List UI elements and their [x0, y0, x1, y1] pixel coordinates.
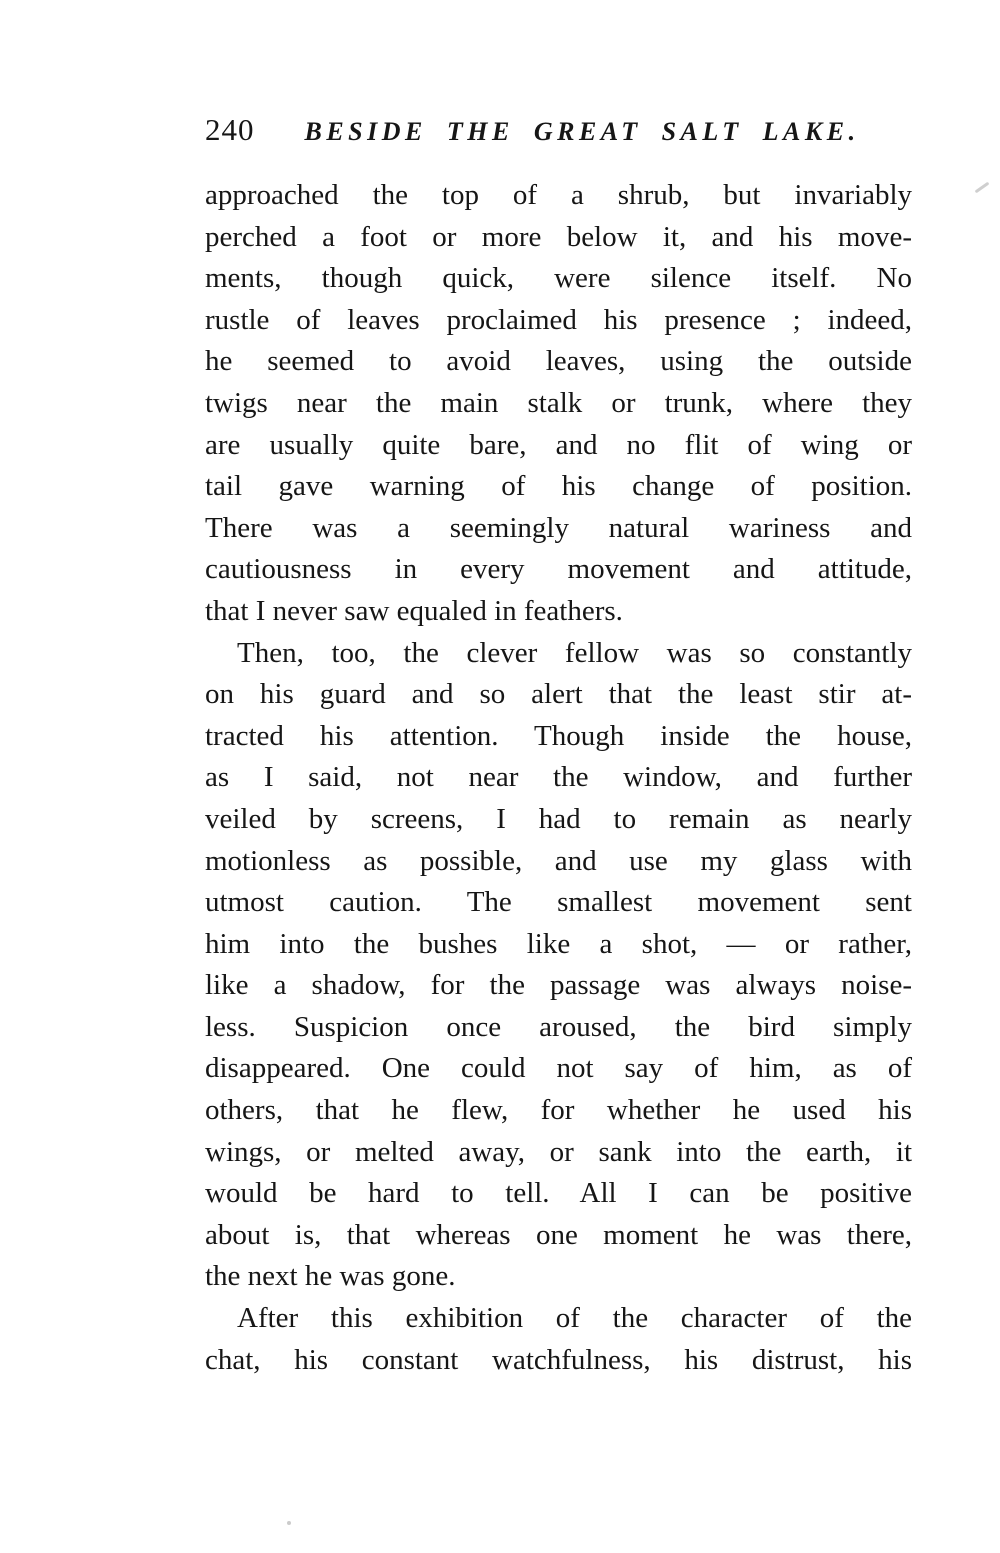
- text-line: perched a foot or more below it, and his move-: [205, 220, 912, 253]
- text-line: approached the top of a shrub, but invariably: [205, 179, 912, 211]
- text-line: as I said, not near the window, and further: [205, 761, 912, 794]
- text-line: utmost caution. The smallest movement sent: [205, 886, 912, 919]
- text-line: about is, that whereas one moment he was there,: [205, 1218, 912, 1251]
- text-line: tracted his attention. Though inside the house,: [205, 719, 912, 752]
- text-line: motionless as possible, and use my glass with: [205, 844, 912, 877]
- text-line: wings, or melted away, or sank into the earth, it: [205, 1135, 912, 1168]
- text-line: the next he was gone.: [205, 1260, 456, 1293]
- text-line: After this exhibition of the character of the: [237, 1302, 912, 1335]
- paragraph-3: [205, 1298, 912, 1381]
- text-line: he seemed to avoid leaves, using the outside: [205, 345, 912, 378]
- scan-artifact: [287, 1521, 291, 1525]
- text-line: chat, his constant watchfulness, his distrust, his: [205, 1343, 912, 1376]
- paragraph-2: [205, 633, 912, 1299]
- text-line: ments, though quick, were silence itself. No: [205, 262, 912, 295]
- scan-artifact: [975, 182, 990, 194]
- page-header: [205, 112, 912, 148]
- text-line: are usually quite bare, and no flit of wing or: [205, 428, 912, 461]
- running-title: BESIDE THE GREAT SALT LAKE.: [304, 117, 860, 146]
- page-number: 240: [205, 112, 255, 147]
- page-body: [205, 175, 912, 1381]
- text-line: veiled by screens, I had to remain as nearly: [205, 802, 912, 835]
- text-line: twigs near the main stalk or trunk, where they: [205, 386, 912, 419]
- text-line: There was a seemingly natural wariness and: [205, 511, 912, 544]
- text-line: Then, too, the clever fellow was so constantly: [237, 636, 912, 669]
- text-line: him into the bushes like a shot, — or rather,: [205, 927, 912, 960]
- text-line: that I never saw equaled in feathers.: [205, 594, 623, 627]
- text-line: rustle of leaves proclaimed his presence ; indeed,: [205, 303, 912, 336]
- text-line: cautiousness in every movement and attitude,: [205, 553, 912, 586]
- text-line: others, that he flew, for whether he used his: [205, 1094, 912, 1127]
- text-line: less. Suspicion once aroused, the bird simply: [205, 1010, 912, 1043]
- text-line: disappeared. One could not say of him, as of: [205, 1052, 912, 1085]
- text-line: like a shadow, for the passage was always noise-: [205, 969, 912, 1002]
- text-line: would be hard to tell. All I can be positive: [205, 1177, 912, 1210]
- paragraph-1: [205, 175, 912, 633]
- text-line: on his guard and so alert that the least stir at-: [205, 678, 912, 711]
- text-line: tail gave warning of his change of position.: [205, 470, 912, 503]
